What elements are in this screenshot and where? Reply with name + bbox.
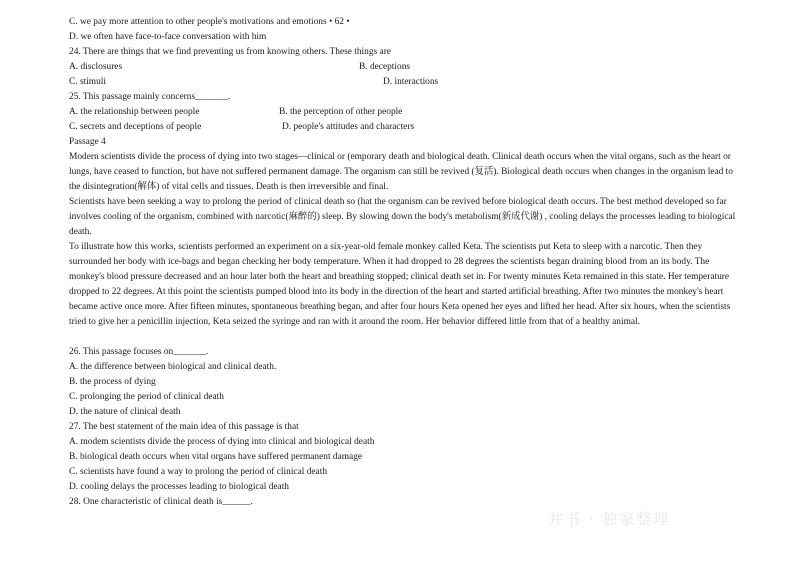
option-d: D. interactions [383,77,439,87]
option-line: C. scientists have found a way to prolong the period of clinical death [69,467,328,477]
question-26: 26. This passage focuses on_______. [69,347,209,357]
paragraph-1: Modern scientists divide the process of dying into two stages—clinical or (emporary death and biological death. Clinical death occurs when the vital organs, such as the heart or lungs, have ceased to function, but have not suffered permanent damage. The organism can still be revived (复活). Biological death occurs when changes in the organism lead to the disintegration(解体) of vital cells and tissues. Death is then irreversible and final. [69,152,733,192]
option-d: D. people's attitudes and characters [282,122,415,132]
option-b: B. the perception of other people [279,107,403,117]
option-a: A. disclosures [69,62,123,72]
option-line: D. we often have face-to-face conversation with him [69,32,267,42]
option-row [69,105,739,120]
option-line: D. cooling delays the processes leading to biological death [69,482,289,492]
option-b: B. deceptions [359,62,411,72]
question-27: 27. The best statement of the main idea of this passage is that [69,422,299,432]
passage-heading: Passage 4 [69,137,106,147]
option-row [69,60,739,75]
option-line: A. modem scientists divide the process of dying into clinical and biological death [69,437,375,447]
option-a: A. the relationship between people [69,107,200,117]
question-25: 25. This passage mainly concerns_______. [69,92,231,102]
option-row [69,120,739,135]
option-row [69,75,739,90]
option-line: C. we pay more attention to other people's motivations and emotions • 62 • [69,17,350,27]
paragraph-3: To illustrate how this works, scientists performed an experiment on a six-year-old female monkey called Keta. The scientists put Keta to sleep with a narcotic. Then they surrounded her body with ice-bags and began checking her body temperature. When it had dropped to 28 degrees the scientists began draining blood from an its body. The monkey's blood pressure decreased and an hour later both the heart and breathing stopped; clinical death set in. For twenty minutes Keta remained in this state. Her temperature dropped to 22 degrees. At this point the scientists pumped blood into its body in the direction of the heart and started artificial breathing. After two minutes the monkey's heart became active once more. After fifteen minutes, spontaneous breathing began, and after four hours Keta opened her eyes and lifted her head. After six hours, when the scientists tried to give her a penicillin injection, Keta seized the syringe and ran with it around the room. Her behavior differed little from that of a healthy animal. [69,242,731,327]
option-line: A. the difference between biological and clinical death. [69,362,277,372]
option-c: C. secrets and deceptions of people [69,122,202,132]
option-line: C. prolonging the period of clinical death [69,392,224,402]
question-28: 28. One characteristic of clinical death is______. [69,497,253,507]
question-24: 24. There are things that we find preventing us from knowing others. These things are [69,47,391,57]
paragraph-2: Scientists have been seeking a way to prolong the period of clinical death so (hat the organism can be revived before biological death occurs. The best method developed so far involves cooling of the organism, combined with narcotic(麻醉的) sleep. By slowing down the body's metabolism(新成代谢) , cooling delays the processes leading to biological death. [69,197,736,237]
watermark-text: 井书 · 独家整理 [548,510,671,528]
option-line: B. biological death occurs when vital organs have suffered permanent damage [69,452,363,462]
option-line: B. the process of dying [69,377,156,387]
option-c: C. stimuli [69,77,106,87]
option-line: D. the nature of clinical death [69,407,181,417]
